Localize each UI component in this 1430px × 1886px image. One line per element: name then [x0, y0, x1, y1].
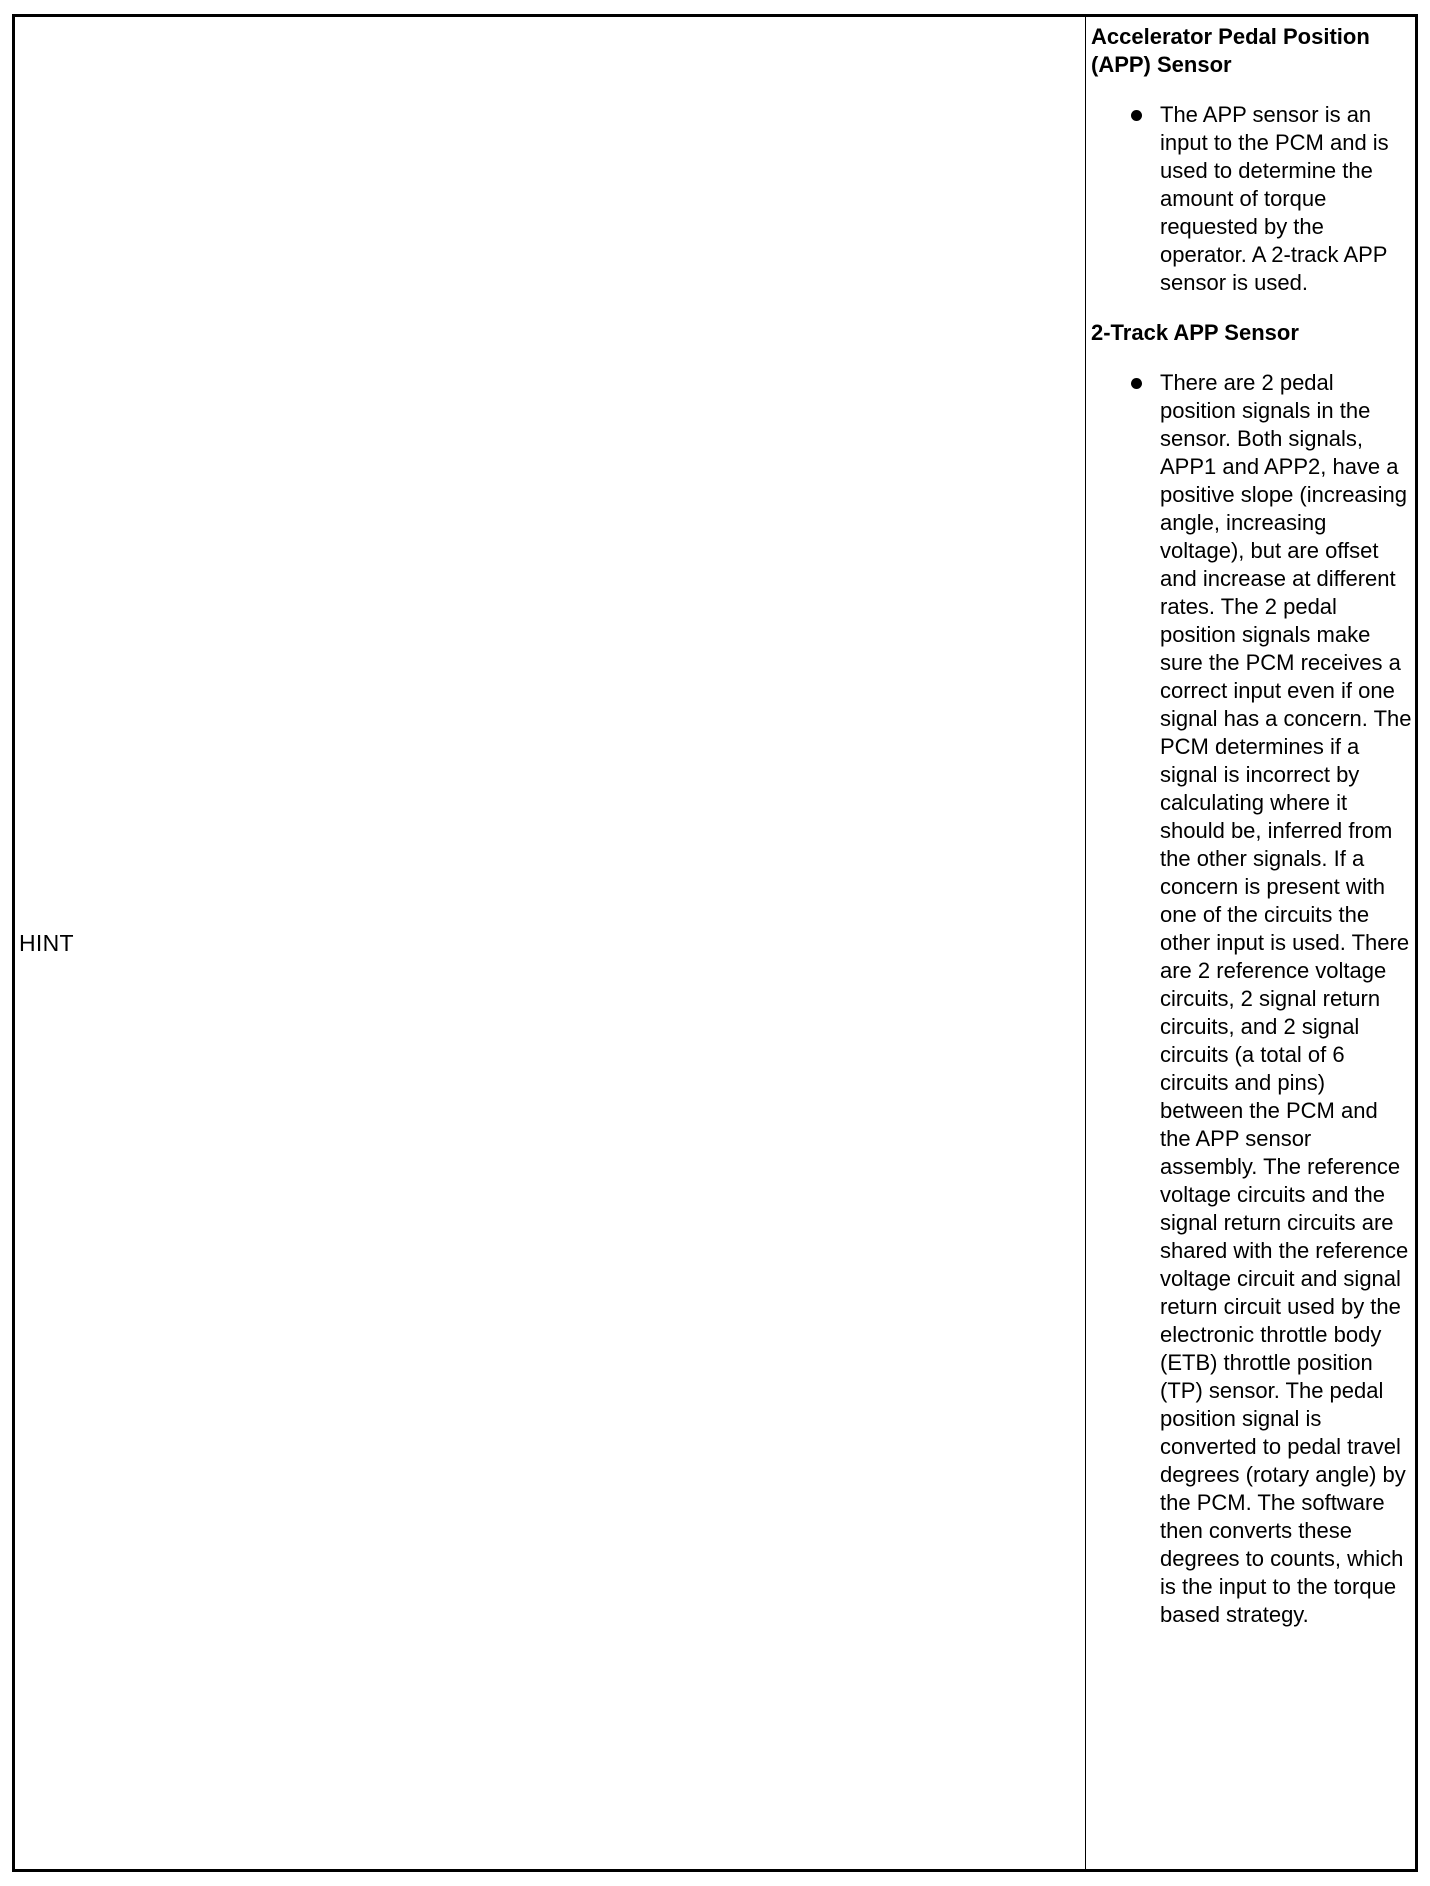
- section-heading-app-sensor: Accelerator Pedal Position (APP) Sensor: [1091, 24, 1370, 77]
- hint-content-cell: [1086, 17, 1415, 1869]
- bullet-item: [1091, 101, 1413, 297]
- hint-table: [12, 14, 1418, 1872]
- bullet-list-2-track-app-sensor: [1091, 369, 1415, 1629]
- bullet-text: There are 2 pedal position signals in the sensor. Both signals, APP1 and APP2, have a positive slope (increasing angle, increasing voltage), but are offset and increase at different rates. The 2 pedal position signals make sure the PCM receives a correct input even if one signal has a concern. The PCM determines if a signal is incorrect by calculating where it should be, inferred from the other signals. If a concern is present with one of the circuits the other input is used. There are 2 reference voltage circuits, 2 signal return circuits, and 2 signal circuits (a total of 6 circuits and pins) between the PCM and the APP sensor assembly. The reference voltage circuits and the signal return circuits are shared with the reference voltage circuit and signal return circuit used by the electronic throttle body (ETB) throttle position (TP) sensor. The pedal position signal is converted to pedal travel degrees (rotary angle) by the PCM. The software then converts these degrees to counts, which is the input to the torque based strategy.: [1160, 370, 1412, 1627]
- bullet-item: [1091, 369, 1413, 1629]
- hint-label-cell: [15, 17, 1086, 1869]
- bullet-text: The APP sensor is an input to the PCM and is used to determine the amount of torque requested by the operator. A 2-track APP sensor is used.: [1160, 102, 1389, 295]
- hint-label: HINT: [19, 930, 74, 956]
- bullet-dot-icon: [1131, 378, 1142, 389]
- section-heading-2-track-app-sensor: 2-Track APP Sensor: [1091, 320, 1299, 345]
- bullet-dot-icon: [1131, 110, 1142, 121]
- bullet-list-app-sensor: [1091, 101, 1415, 297]
